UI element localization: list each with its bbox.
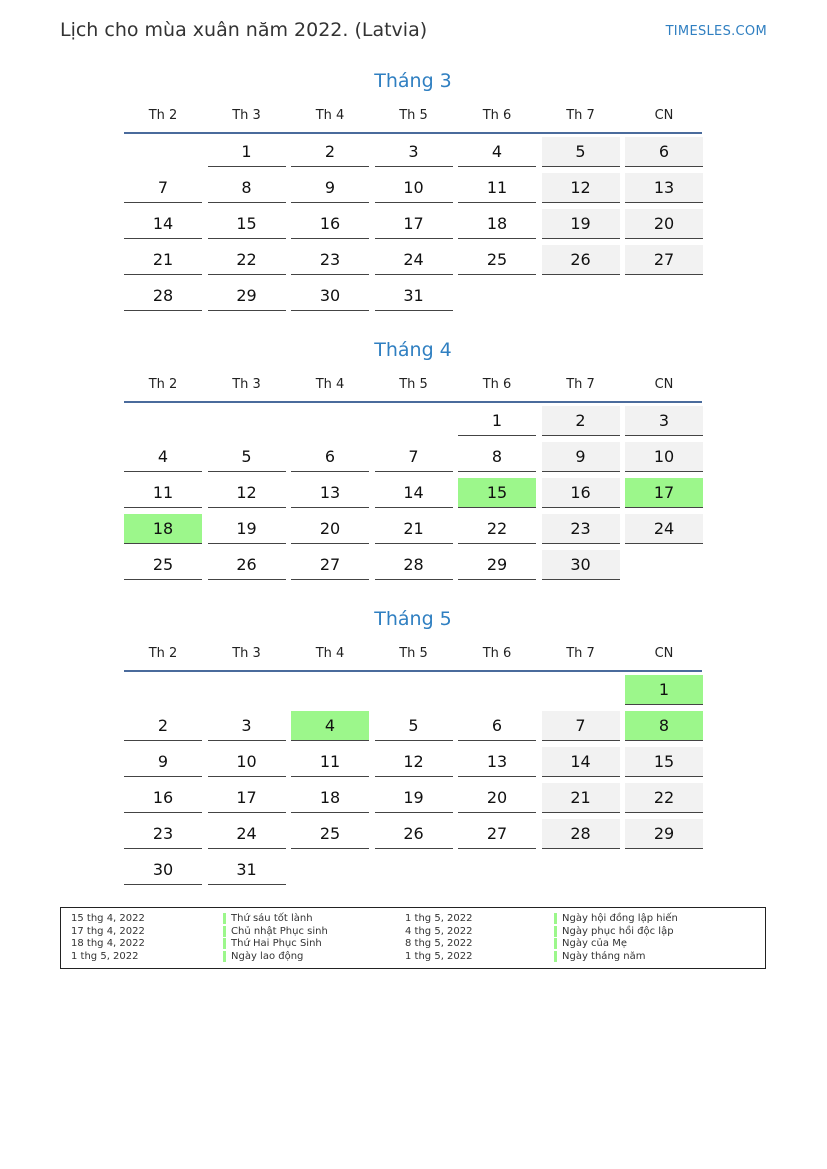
legend-item xyxy=(61,913,765,926)
day-cell[interactable]: 14 xyxy=(542,747,620,777)
legend-date: 17 thg 4, 2022 xyxy=(71,925,145,937)
holiday-day-cell[interactable]: 8 xyxy=(625,711,703,741)
day-cell[interactable]: 21 xyxy=(375,514,453,544)
day-cell[interactable]: 16 xyxy=(291,209,369,239)
weekday-label: Th 7 xyxy=(566,108,595,123)
day-cell[interactable]: 26 xyxy=(208,550,286,580)
day-cell[interactable]: 7 xyxy=(542,711,620,741)
weekday-label: Th 5 xyxy=(399,108,428,123)
day-cell[interactable]: 9 xyxy=(124,747,202,777)
legend-holiday-name: Ngày của Mẹ xyxy=(554,938,627,949)
day-cell[interactable]: 12 xyxy=(375,747,453,777)
day-cell[interactable]: 13 xyxy=(458,747,536,777)
weekday-label: Th 5 xyxy=(399,377,428,392)
day-cell[interactable]: 8 xyxy=(458,442,536,472)
legend-date: 1 thg 5, 2022 xyxy=(405,913,473,924)
legend-holiday-name: Ngày hội đồng lập hiến xyxy=(554,913,678,924)
day-cell[interactable]: 2 xyxy=(542,406,620,436)
legend-item xyxy=(61,951,765,964)
day-cell[interactable]: 6 xyxy=(458,711,536,741)
day-cell[interactable]: 11 xyxy=(458,173,536,203)
holiday-legend xyxy=(60,907,766,969)
day-cell[interactable]: 4 xyxy=(124,442,202,472)
day-cell[interactable]: 2 xyxy=(124,711,202,741)
day-cell[interactable]: 16 xyxy=(124,783,202,813)
day-cell[interactable]: 17 xyxy=(375,209,453,239)
holiday-day-cell[interactable]: 18 xyxy=(124,514,202,544)
day-cell[interactable]: 15 xyxy=(625,747,703,777)
day-cell[interactable]: 18 xyxy=(291,783,369,813)
legend-holiday-name: Thứ sáu tốt lành xyxy=(223,913,313,924)
day-cell[interactable]: 24 xyxy=(625,514,703,544)
day-cell[interactable]: 3 xyxy=(625,406,703,436)
day-cell[interactable]: 25 xyxy=(291,819,369,849)
legend-holiday-name: Ngày lao động xyxy=(223,951,303,962)
weekday-label: Th 7 xyxy=(566,646,595,661)
day-cell[interactable]: 15 xyxy=(208,209,286,239)
day-cell[interactable]: 4 xyxy=(458,137,536,167)
day-cell[interactable]: 29 xyxy=(208,281,286,311)
day-cell[interactable]: 1 xyxy=(458,406,536,436)
legend-date: 18 thg 4, 2022 xyxy=(71,938,145,950)
weekday-label: Th 3 xyxy=(232,108,261,123)
day-cell[interactable]: 5 xyxy=(375,711,453,741)
day-cell[interactable]: 7 xyxy=(124,173,202,203)
brand-link[interactable]: TIMESLES.COM xyxy=(665,24,767,39)
day-cell[interactable]: 24 xyxy=(208,819,286,849)
day-cell[interactable]: 28 xyxy=(375,550,453,580)
day-cell[interactable]: 29 xyxy=(458,550,536,580)
day-cell[interactable]: 30 xyxy=(124,855,202,885)
day-cell[interactable]: 7 xyxy=(375,442,453,472)
day-cell[interactable]: 3 xyxy=(208,711,286,741)
day-cell[interactable]: 29 xyxy=(625,819,703,849)
day-cell[interactable]: 5 xyxy=(208,442,286,472)
legend-holiday-name: Thứ Hai Phục Sinh xyxy=(223,938,322,949)
day-cell[interactable]: 9 xyxy=(291,173,369,203)
day-cell[interactable]: 23 xyxy=(542,514,620,544)
legend-holiday-name: Ngày phục hồi độc lập xyxy=(554,926,674,937)
weekday-header xyxy=(124,377,702,403)
day-cell[interactable]: 1 xyxy=(208,137,286,167)
legend-date: 15 thg 4, 2022 xyxy=(71,913,145,924)
day-cell[interactable]: 9 xyxy=(542,442,620,472)
day-cell[interactable]: 23 xyxy=(291,245,369,275)
day-cell[interactable]: 28 xyxy=(124,281,202,311)
weekday-label: Th 6 xyxy=(482,377,512,392)
day-cell[interactable]: 2 xyxy=(291,137,369,167)
day-cell[interactable]: 13 xyxy=(291,478,369,508)
weekday-label: Th 2 xyxy=(148,377,178,392)
day-cell[interactable]: 6 xyxy=(625,137,703,167)
day-cell[interactable]: 26 xyxy=(375,819,453,849)
day-cell[interactable]: 16 xyxy=(542,478,620,508)
weekday-label: Th 2 xyxy=(148,108,178,123)
day-cell[interactable]: 12 xyxy=(208,478,286,508)
weekday-label: Th 4 xyxy=(315,108,345,123)
day-cell[interactable]: 19 xyxy=(375,783,453,813)
weekday-label: Th 5 xyxy=(399,646,428,661)
day-cell[interactable]: 13 xyxy=(625,173,703,203)
legend-date: 8 thg 5, 2022 xyxy=(405,938,473,950)
day-cell[interactable]: 31 xyxy=(375,281,453,311)
day-cell[interactable]: 10 xyxy=(375,173,453,203)
holiday-day-cell[interactable]: 4 xyxy=(291,711,369,741)
day-cell[interactable]: 11 xyxy=(291,747,369,777)
legend-date: 4 thg 5, 2022 xyxy=(405,925,473,937)
legend-item xyxy=(61,938,765,951)
day-cell[interactable]: 26 xyxy=(542,245,620,275)
day-cell[interactable]: 25 xyxy=(124,550,202,580)
day-cell[interactable]: 10 xyxy=(208,747,286,777)
day-cell[interactable]: 11 xyxy=(124,478,202,508)
legend-date: 1 thg 5, 2022 xyxy=(405,951,473,963)
day-cell[interactable]: 23 xyxy=(124,819,202,849)
day-cell[interactable]: 31 xyxy=(208,855,286,885)
weekday-label: Th 3 xyxy=(232,646,261,661)
month-title: Tháng 5 xyxy=(374,608,452,630)
day-cell[interactable]: 18 xyxy=(458,209,536,239)
day-cell[interactable]: 22 xyxy=(458,514,536,544)
day-cell[interactable]: 22 xyxy=(208,245,286,275)
day-cell[interactable]: 14 xyxy=(124,209,202,239)
month-title: Tháng 4 xyxy=(374,339,452,361)
day-cell[interactable]: 25 xyxy=(458,245,536,275)
weekday-label: Th 6 xyxy=(482,108,512,123)
weekday-label: Th 3 xyxy=(232,377,261,392)
weekday-label: Th 4 xyxy=(315,377,345,392)
day-cell[interactable]: 20 xyxy=(291,514,369,544)
day-cell[interactable]: 14 xyxy=(375,478,453,508)
weekday-label: CN xyxy=(654,377,674,392)
weekday-label: CN xyxy=(654,108,674,123)
day-cell[interactable]: 5 xyxy=(542,137,620,167)
weekday-label: Th 7 xyxy=(566,377,595,392)
weekday-header xyxy=(124,646,702,672)
day-cell[interactable]: 8 xyxy=(208,173,286,203)
weekday-label: Th 2 xyxy=(148,646,178,661)
weekday-header xyxy=(124,108,702,134)
day-cell[interactable]: 19 xyxy=(208,514,286,544)
day-cell[interactable]: 20 xyxy=(625,209,703,239)
legend-date: 1 thg 5, 2022 xyxy=(71,951,139,963)
holiday-day-cell[interactable]: 17 xyxy=(625,478,703,508)
weekday-label: CN xyxy=(654,646,674,661)
day-cell[interactable]: 10 xyxy=(625,442,703,472)
holiday-day-cell[interactable]: 1 xyxy=(625,675,703,705)
weekday-label: Th 4 xyxy=(315,646,345,661)
day-cell[interactable]: 20 xyxy=(458,783,536,813)
day-cell[interactable]: 27 xyxy=(625,245,703,275)
day-cell[interactable]: 21 xyxy=(124,245,202,275)
legend-holiday-name: Chủ nhật Phục sinh xyxy=(223,926,328,937)
day-cell[interactable]: 27 xyxy=(458,819,536,849)
day-cell[interactable]: 30 xyxy=(291,281,369,311)
page-title: Lịch cho mùa xuân năm 2022. (Latvia) xyxy=(60,19,428,41)
holiday-day-cell[interactable]: 15 xyxy=(458,478,536,508)
legend-item xyxy=(61,926,765,939)
day-cell[interactable]: 27 xyxy=(291,550,369,580)
legend-holiday-name: Ngày tháng năm xyxy=(554,951,646,962)
day-cell[interactable]: 12 xyxy=(542,173,620,203)
month-title: Tháng 3 xyxy=(374,70,452,92)
day-cell[interactable]: 21 xyxy=(542,783,620,813)
day-cell[interactable]: 3 xyxy=(375,137,453,167)
day-cell[interactable]: 30 xyxy=(542,550,620,580)
weekday-label: Th 6 xyxy=(482,646,512,661)
day-cell[interactable]: 22 xyxy=(625,783,703,813)
day-cell[interactable]: 28 xyxy=(542,819,620,849)
day-cell[interactable]: 19 xyxy=(542,209,620,239)
day-cell[interactable]: 6 xyxy=(291,442,369,472)
day-cell[interactable]: 17 xyxy=(208,783,286,813)
day-cell[interactable]: 24 xyxy=(375,245,453,275)
